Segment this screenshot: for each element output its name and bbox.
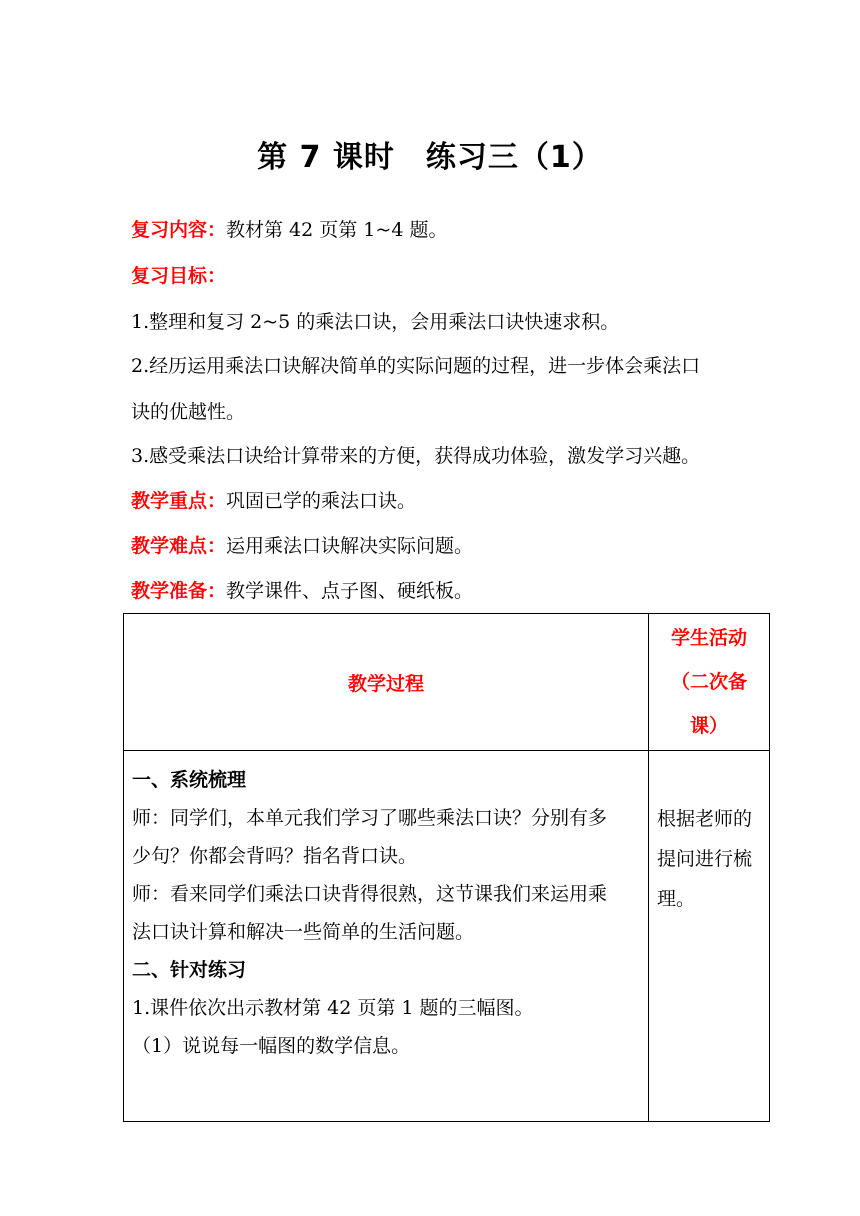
header-teaching-process: 教学过程 — [124, 614, 649, 751]
review-goals-line — [131, 262, 226, 290]
process-line: 师：看来同学们乘法口诀背得很熟，这节课我们来运用乘 — [132, 883, 608, 905]
difficult-point-line — [131, 532, 473, 560]
key-point-text: 巩固已学的乘法口诀。 — [226, 490, 417, 512]
review-content-label: 复习内容： — [131, 219, 227, 241]
process-line: 少句？你都会背吗？指名背口诀。 — [132, 845, 418, 867]
section-title: 一、系统梳理 — [132, 769, 247, 791]
review-goal-item: 2.经历运用乘法口诀解决简单的实际问题的过程，进一步体会乘法口 — [131, 355, 701, 377]
key-point-line — [131, 487, 416, 515]
review-goals-label: 复习目标： — [131, 265, 227, 287]
table-row — [124, 751, 770, 1122]
key-point-label: 教学重点： — [131, 490, 227, 512]
header-side-line: 学生活动 — [670, 627, 747, 649]
student-activity-cell — [649, 751, 770, 1122]
header-student-activity — [649, 614, 770, 751]
table-header-row — [124, 614, 770, 751]
process-line: 1.课件依次出示教材第 42 页第 1 题的三幅图。 — [132, 997, 534, 1019]
activity-line: 根据老师的 — [657, 808, 753, 830]
difficult-point-label: 教学难点： — [131, 535, 227, 557]
header-side-line: （二次备 — [670, 671, 747, 693]
review-goal-item: 3.感受乘法口诀给计算带来的方便，获得成功体验，激发学习兴趣。 — [131, 445, 701, 467]
process-line: （1）说说每一幅图的数学信息。 — [132, 1035, 411, 1057]
process-line: 师：同学们，本单元我们学习了哪些乘法口诀？分别有多 — [132, 807, 608, 829]
difficult-point-text: 运用乘法口诀解决实际问题。 — [226, 535, 474, 557]
section-title: 二、针对练习 — [132, 959, 247, 981]
activity-line: 理。 — [657, 888, 696, 910]
review-goal-item: 诀的优越性。 — [131, 401, 246, 423]
page-title: 第 7 课时 练习三（1） — [257, 140, 603, 175]
review-content-text: 教材第 42 页第 1~4 题。 — [226, 219, 448, 241]
review-content-line — [131, 216, 447, 244]
process-line: 法口诀计算和解决一些简单的生活问题。 — [132, 921, 475, 943]
header-side-line: 课） — [689, 715, 728, 737]
teaching-plan-table — [123, 613, 770, 1122]
activity-line: 提问进行梳 — [657, 848, 753, 870]
review-goal-item: 1.整理和复习 2~5 的乘法口诀，会用乘法口诀快速求积。 — [131, 311, 620, 333]
preparation-label: 教学准备： — [131, 580, 227, 602]
teaching-process-cell — [124, 751, 649, 1122]
preparation-text: 教学课件、点子图、硬纸板。 — [226, 580, 474, 602]
preparation-line — [131, 577, 473, 605]
